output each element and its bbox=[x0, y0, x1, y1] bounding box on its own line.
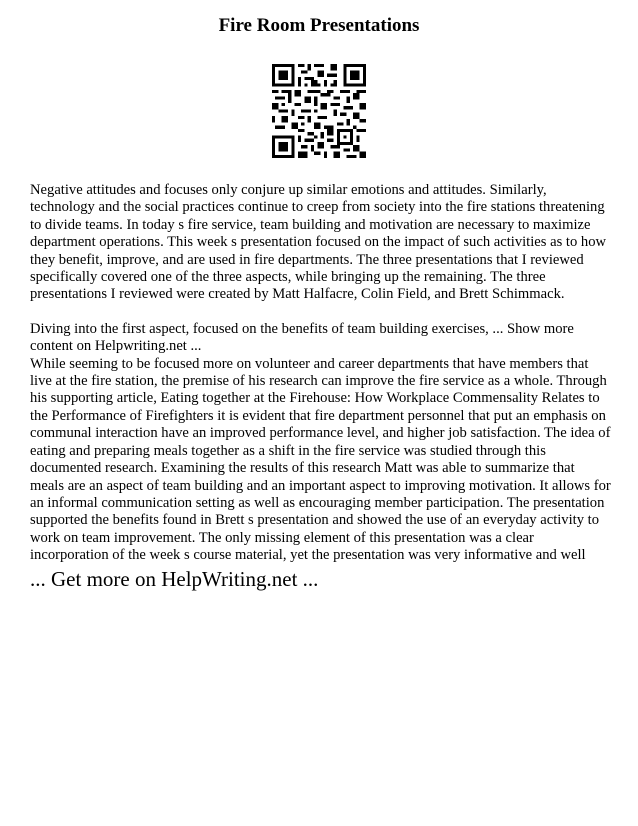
get-more-link[interactable]: ... Get more on HelpWriting.net ... bbox=[30, 567, 319, 591]
paragraph-teaser: Diving into the first aspect, focused on the benefits of team building exercises, ... Show more content on Helpwriting.net ... bbox=[30, 320, 574, 355]
document-title: Fire Room Presentations bbox=[218, 15, 420, 36]
paragraph-main: While seeming to be focused more on volunteer and career departments that have members that live at the fire station, the premise of his research can improve the fire service as a whole. Through his supporting article, Eating together at the Firehouse: How Workplace Commensality Relates to the Performance of Firefighters it is evident that fire department personnel that put an emphasis on communal interaction have an improved performance level, and higher job satisfaction. The idea of eating and preparing meals together as a shift in the fire service was studied through this documented research. Examining the results of this research Matt was able to summarize that meals are an aspect of team building and an important aspect to improving motivation. It allows for an informal communication setting as well as encouraging member participation. The presentation supported the benefits found in Brett s presentation and showed the use of an everyday activity to work on team improvement. The only missing element of this presentation was a clear incorporation of the week s course material, yet the presentation was very informative and well bbox=[30, 355, 611, 564]
paragraph-intro: Negative attitudes and focuses only conjure up similar emotions and attitudes. Similarly, technology and the social practices continue to creep from society into the fire stations threatening to divide teams. In today s fire service, team building and motivation are necessary to maximize department operations. This week s presentation focused on the impact of such activities as to how they benefit, improve, and are used in fire departments. The three presentations that I reviewed specifically covered one of the three aspects, while bringing up the remaining. The three presentations I reviewed were created by Matt Halfacre, Colin Field, and Brett Schimmack. bbox=[30, 182, 607, 303]
document-body bbox=[30, 182, 612, 565]
qr-code-icon bbox=[272, 64, 366, 158]
